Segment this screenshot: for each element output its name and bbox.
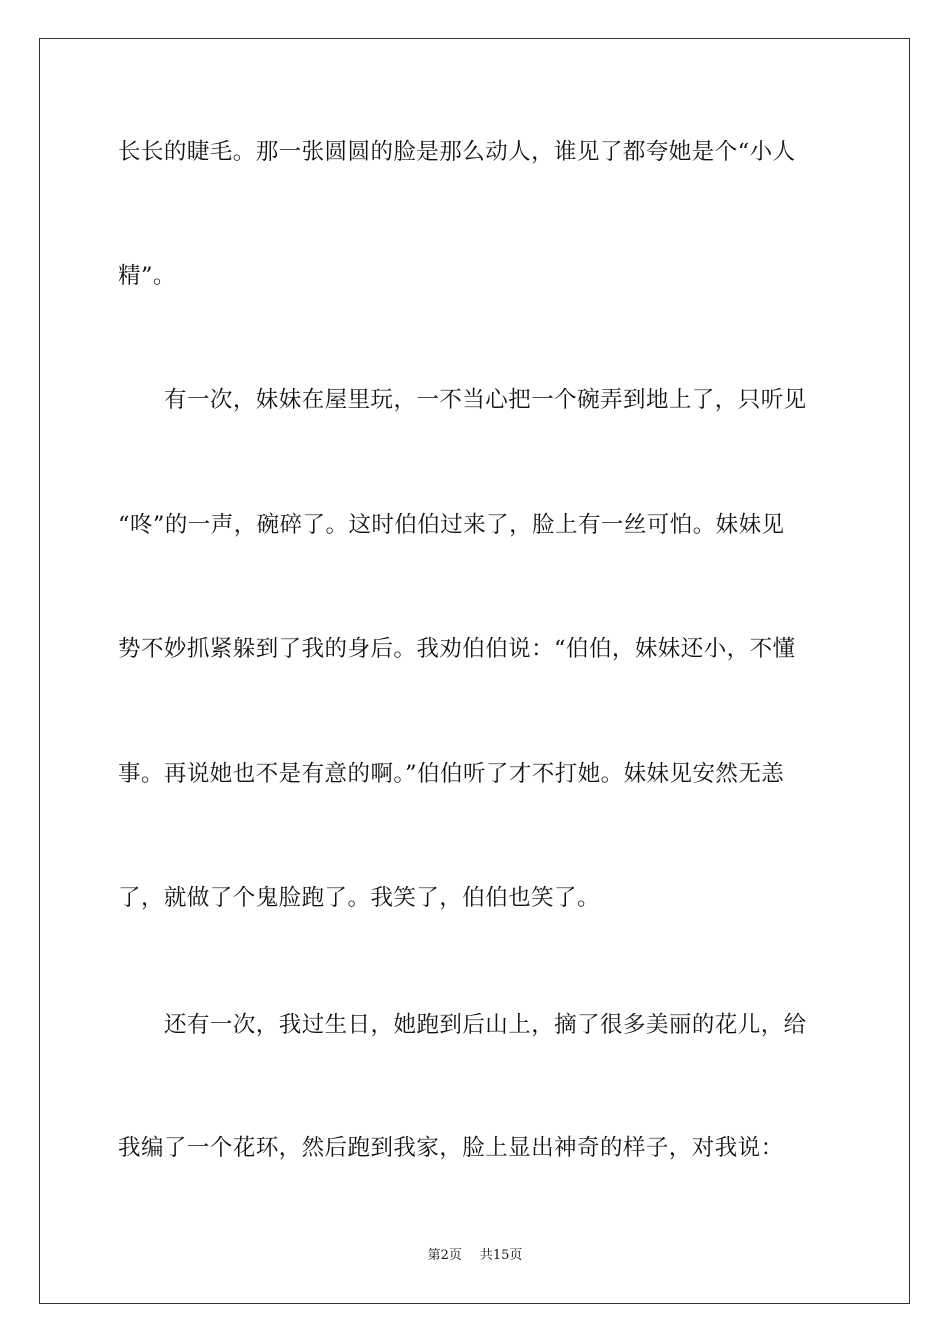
page-number: 第2页 [427,1248,462,1263]
page-frame [39,38,910,1304]
page-footer [0,1247,950,1265]
total-pages: 共15页 [479,1248,523,1263]
text-line: 长长的睫毛。那一张圆圆的脸是那么动人，谁见了都夸她是个“小人 [118,139,796,165]
paragraph-first-line: 有一次，妹妹在屋里玩，一不当心把一个碗弄到地上了，只听见 [164,387,807,413]
text-line: 事。再说她也不是有意的啊。”伯伯听了才不打她。妹妹见安然无恙 [118,761,785,787]
text-line: 了，就做了个鬼脸跑了。我笑了，伯伯也笑了。 [118,885,600,911]
paragraph-first-line: 还有一次，我过生日，她跑到后山上，摘了很多美丽的花儿，给 [164,1012,807,1038]
text-line: 我编了一个花环，然后跑到我家，脸上显出神奇的样子，对我说： [118,1135,784,1161]
text-line: 精”。 [118,263,176,289]
text-line: 势不妙抓紧躲到了我的身后。我劝伯伯说：“伯伯，妹妹还小，不懂 [118,636,796,662]
text-line: “咚”的一声，碗碎了。这时伯伯过来了，脸上有一丝可怕。妹妹见 [118,512,785,538]
